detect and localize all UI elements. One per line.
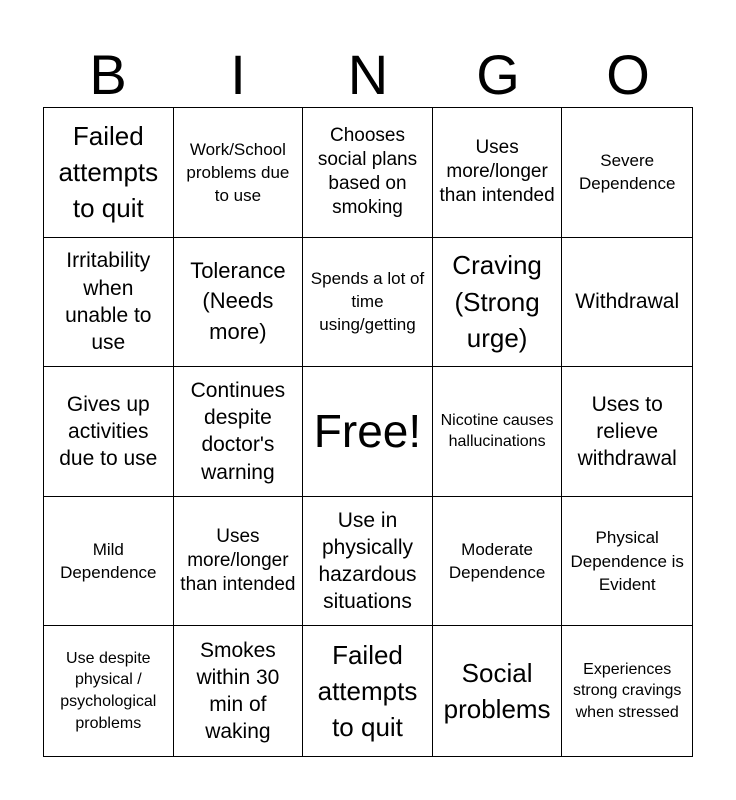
cell-label: Irritability when unable to use bbox=[65, 249, 152, 355]
header-letter-b: B bbox=[89, 43, 127, 106]
bingo-cell-r3-c1[interactable] bbox=[174, 497, 304, 627]
bingo-cell-r2-c0[interactable] bbox=[44, 367, 174, 497]
cell-label: Uses to relieve withdrawal bbox=[577, 392, 677, 471]
cell-label: Severe Dependence bbox=[578, 151, 676, 194]
cell-label: Work/School problems due to use bbox=[186, 139, 290, 205]
cell-label: Experiences strong cravings when stressed bbox=[572, 660, 682, 722]
cell-label: Mild Dependence bbox=[60, 539, 157, 583]
bingo-cell-r4-c4[interactable] bbox=[562, 626, 692, 756]
cell-label: Failed attempts to quit bbox=[58, 120, 159, 224]
cell-label: Uses more/longer than intended bbox=[439, 137, 555, 207]
bingo-cell-r4-c1[interactable] bbox=[174, 626, 304, 756]
bingo-cell-r2-c4[interactable] bbox=[562, 367, 692, 497]
bingo-cell-r4-c2[interactable] bbox=[303, 626, 433, 756]
bingo-cell-r0-c2[interactable] bbox=[303, 108, 433, 238]
bingo-cell-r4-c3[interactable] bbox=[433, 626, 563, 756]
cell-label: Physical Dependence is Evident bbox=[570, 528, 684, 594]
cell-label: Smokes within 30 min of waking bbox=[196, 638, 280, 744]
bingo-cell-r0-c4[interactable] bbox=[562, 108, 692, 238]
bingo-cell-r1-c0[interactable] bbox=[44, 238, 174, 368]
cell-label: Uses more/longer than intended bbox=[180, 526, 296, 596]
bingo-cell-r0-c3[interactable] bbox=[433, 108, 563, 238]
bingo-cell-r1-c1[interactable] bbox=[174, 238, 304, 368]
bingo-header bbox=[43, 44, 693, 106]
cell-label: Withdrawal bbox=[575, 290, 680, 314]
free-space-label: Free! bbox=[313, 405, 422, 458]
bingo-cell-r3-c0[interactable] bbox=[44, 497, 174, 627]
bingo-cell-r3-c4[interactable] bbox=[562, 497, 692, 627]
bingo-cell-r2-c1[interactable] bbox=[174, 367, 304, 497]
bingo-cell-r4-c0[interactable] bbox=[44, 626, 174, 756]
cell-label: Craving (Strong urge) bbox=[452, 250, 542, 354]
bingo-cell-r2-c3[interactable] bbox=[433, 367, 563, 497]
bingo-cell-r1-c2[interactable] bbox=[303, 238, 433, 368]
cell-label: Tolerance (Needs more) bbox=[190, 257, 286, 345]
bingo-board bbox=[43, 107, 693, 757]
bingo-cell-r0-c0[interactable] bbox=[44, 108, 174, 238]
bingo-cell-free[interactable] bbox=[303, 367, 433, 497]
cell-label: Social problems bbox=[443, 657, 551, 725]
cell-label: Failed attempts to quit bbox=[317, 639, 418, 743]
cell-label: Nicotine causes hallucinations bbox=[440, 411, 554, 451]
bingo-cell-r1-c3[interactable] bbox=[433, 238, 563, 368]
header-letter-o: O bbox=[606, 43, 650, 106]
cell-label: Continues despite doctor's warning bbox=[190, 378, 286, 484]
header-letter-n: N bbox=[347, 43, 389, 106]
header-letter-i: I bbox=[230, 43, 246, 106]
cell-label: Use in physically hazardous situations bbox=[318, 508, 417, 614]
bingo-cell-r1-c4[interactable] bbox=[562, 238, 692, 368]
cell-label: Spends a lot of time using/getting bbox=[310, 269, 425, 335]
bingo-cell-r0-c1[interactable] bbox=[174, 108, 304, 238]
cell-label: Gives up activities due to use bbox=[59, 392, 158, 471]
bingo-cell-r3-c2[interactable] bbox=[303, 497, 433, 627]
cell-label: Chooses social plans based on smoking bbox=[317, 125, 418, 219]
cell-label: Use despite physical / psychological problems bbox=[60, 649, 157, 732]
header-letter-g: G bbox=[476, 43, 520, 106]
bingo-cell-r3-c3[interactable] bbox=[433, 497, 563, 627]
cell-label: Moderate Dependence bbox=[448, 539, 546, 583]
